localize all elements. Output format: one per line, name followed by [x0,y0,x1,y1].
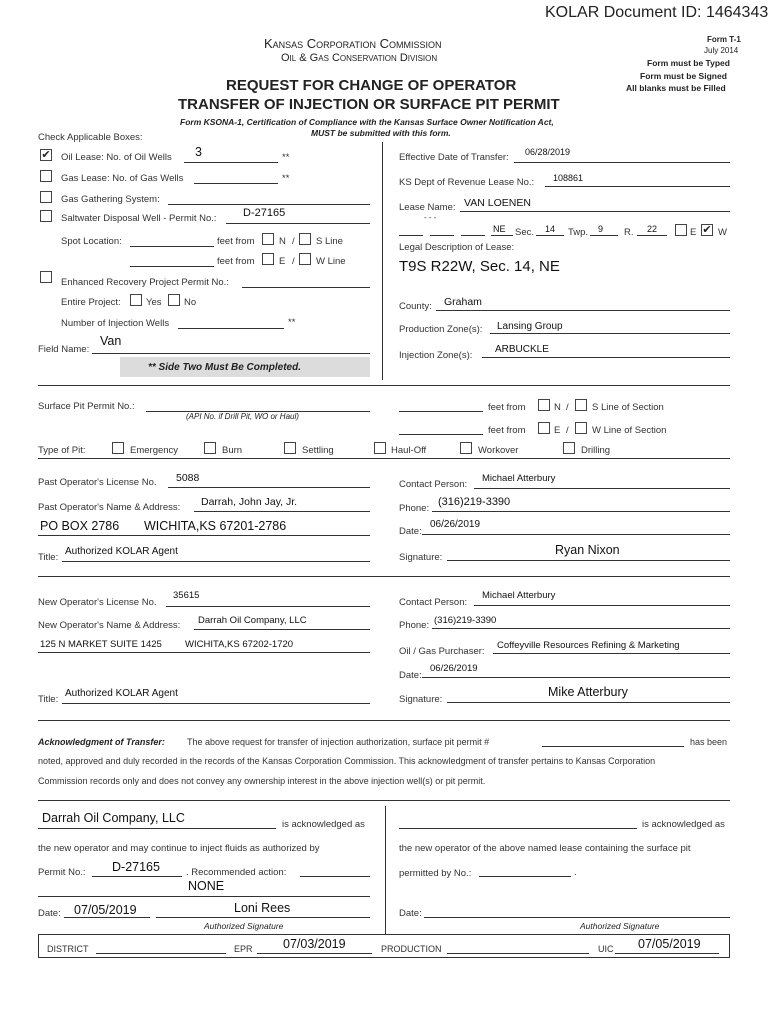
past-date-value[interactable]: 06/26/2019 [430,519,481,530]
n-checkbox[interactable] [262,233,274,245]
production-zone-value[interactable]: Lansing Group [497,321,563,332]
pit-e-label: E [554,425,561,436]
asterisk: ** [282,152,290,163]
ack-date-label: Date: [38,908,61,919]
past-address-1[interactable]: PO BOX 2786 [40,519,120,533]
swd-label: Saltwater Disposal Well - Permit No.: [61,213,217,224]
no-label: No [184,297,197,308]
ack-right-line: the new operator of the above named lease containing the surface pit [399,843,691,854]
ack-is-acknowledged-right: is acknowledged as [642,819,725,830]
pit-n-checkbox[interactable] [538,399,550,411]
gas-gathering-checkbox[interactable] [40,191,52,203]
pit-w-checkbox[interactable] [575,422,587,434]
entire-project-label: Entire Project: [61,297,121,308]
twp-label: Twp. [568,227,589,238]
num-injection-wells-label: Number of Injection Wells [61,318,170,329]
oil-wells-count[interactable]: 3 [195,145,202,159]
quarter-value[interactable]: NE [493,224,506,234]
spot-location-label: Spot Location: [61,236,122,247]
legal-desc-label: Legal Description of Lease: [399,242,515,253]
range-value[interactable]: 22 [647,224,658,234]
document-id: KOLAR Document ID: 1464343 [545,4,769,21]
burn-label: Burn [222,445,243,456]
pit-s-line-label: S Line of Section [592,402,664,413]
gas-lease-label: Gas Lease: No. of Gas Wells [61,173,184,184]
past-name-value[interactable]: Darrah, John Jay, Jr. [201,496,298,508]
injection-zone-value[interactable]: ARBUCKLE [495,344,549,355]
past-date-label: Date: [399,526,422,537]
new-phone-label: Phone: [399,620,430,631]
swd-checkbox[interactable] [40,210,52,222]
e-label: E [279,256,286,267]
ack-is-acknowledged-left: is acknowledged as [282,819,365,830]
new-contact-label: Contact Person: [399,597,468,608]
range-e-label: E [690,227,697,238]
new-name-label: New Operator's Name & Address: [38,620,181,631]
r-label: R. [624,227,634,238]
new-phone-value[interactable]: (316)219-3390 [434,615,497,626]
past-phone-label: Phone: [399,503,430,514]
ks-lease-label: KS Dept of Revenue Lease No.: [399,177,535,188]
s-line-label: S Line [316,236,343,247]
pit-e-checkbox[interactable] [538,422,550,434]
injection-zone-label: Injection Zone(s): [399,350,473,361]
purchaser-value[interactable]: Coffeyville Resources Refining & Marketing [497,640,680,651]
ack-auth-sig-left: Authorized Signature [204,921,284,931]
new-contact-value[interactable]: Michael Atterbury [482,590,556,601]
emergency-label: Emergency [130,445,179,456]
past-title-value[interactable]: Authorized KOLAR Agent [65,546,178,557]
settling-label: Settling [302,445,334,456]
effective-date-value[interactable]: 06/28/2019 [525,147,571,157]
past-phone-value[interactable]: (316)219-3390 [438,496,511,508]
production-label: PRODUCTION [381,944,442,954]
ack-recommended-label: . Recommended action: [186,867,287,878]
oil-lease-label: Oil Lease: No. of Oil Wells [61,152,172,163]
ack-date-value[interactable]: 07/05/2019 [74,903,137,917]
haul-off-label: Haul-Off [391,445,427,456]
note-signed: Form must be Signed [640,71,727,81]
uic-label: UIC [598,944,614,954]
yes-label: Yes [146,297,162,308]
range-w-checkbox[interactable]: ✔ [702,224,712,236]
oil-lease-checkbox[interactable]: ✔ [41,149,51,161]
ack-line-3: Commission records only and does not convey any ownership interest in the above injection well(s) or pit permit. [38,776,486,786]
form-subtitle-2: MUST be submitted with this form. [311,128,451,138]
new-title-value[interactable]: Authorized KOLAR Agent [65,688,178,699]
epr-date-value[interactable]: 07/03/2019 [283,937,346,951]
enhanced-recovery-label: Enhanced Recovery Project Permit No.: [61,277,229,288]
past-license-value[interactable]: 5088 [176,472,200,484]
past-signature-label: Signature: [399,552,443,563]
surface-pit-label: Surface Pit Permit No.: [38,401,135,412]
pit-feet-from: feet from [488,402,526,413]
past-license-label: Past Operator's License No. [38,477,157,488]
burn-checkbox[interactable] [204,442,216,454]
feet-from-label: feet from [217,236,255,247]
past-contact-value[interactable]: Michael Atterbury [482,473,556,484]
w-line-label: W Line [316,256,346,267]
note-typed: Form must be Typed [647,58,730,68]
workover-label: Workover [478,445,519,456]
drilling-checkbox[interactable] [563,442,575,454]
sec-value[interactable]: 14 [545,224,556,234]
settling-checkbox[interactable] [284,442,296,454]
new-signature-label: Signature: [399,694,443,705]
enhanced-recovery-checkbox[interactable] [40,271,52,283]
past-signature-value[interactable]: Ryan Nixon [555,543,620,557]
past-contact-label: Contact Person: [399,479,468,490]
field-name-value[interactable]: Van [100,334,122,348]
check-boxes-label: Check Applicable Boxes: [38,132,143,143]
production-zone-label: Production Zone(s): [399,324,483,335]
form-title-2: TRANSFER OF INJECTION OR SURFACE PIT PERMIT [178,96,560,113]
gas-gathering-label: Gas Gathering System: [61,194,160,205]
form-number: Form T-1 [707,35,741,44]
new-date-value[interactable]: 06/26/2019 [430,663,478,674]
qtr-dashes: - - - [424,213,437,222]
legal-desc-value[interactable]: T9S R22W, Sec. 14, NE [399,258,560,275]
range-e-checkbox[interactable] [675,224,687,236]
drilling-label: Drilling [581,445,611,456]
ack-action-value[interactable]: NONE [188,879,225,893]
lease-name-label: Lease Name: [399,202,456,213]
past-address-2[interactable]: WICHITA,KS 67201-2786 [144,519,287,533]
pit-s-checkbox[interactable] [575,399,587,411]
new-title-label: Title: [38,694,59,705]
form-title-1: REQUEST FOR CHANGE OF OPERATOR [226,77,517,94]
ack-right-date-label: Date: [399,908,422,919]
gas-lease-checkbox[interactable] [40,170,52,182]
sec-label: Sec. [515,227,535,238]
emergency-checkbox[interactable] [112,442,124,454]
pit-feet-from: feet from [488,425,526,436]
twp-value[interactable]: 9 [598,224,604,234]
ks-lease-value[interactable]: 108861 [553,173,584,183]
feet-from-label: feet from [217,256,255,267]
uic-date-value[interactable]: 07/05/2019 [638,937,701,951]
type-of-pit-label: Type of Pit: [38,445,86,456]
ack-line-2: noted, approved and duly recorded in the records of the Kansas Corporation Commission. This acknowledgment of transfer pertains to Kansas Corporation [38,756,656,766]
side-two-note: ** Side Two Must Be Completed. [148,362,301,373]
agency-name: Kansas Corporation Commission [264,36,442,51]
haul-off-checkbox[interactable] [374,442,386,454]
swd-permit-value[interactable]: D-27165 [243,207,286,219]
pit-w-line-label: W Line of Section [592,425,667,436]
purchaser-label: Oil / Gas Purchaser: [399,646,485,657]
s-checkbox[interactable] [299,233,311,245]
new-license-value[interactable]: 35615 [173,590,200,601]
form-date: July 2014 [704,46,739,55]
asterisk: ** [288,317,296,328]
new-address-2[interactable]: WICHITA,KS 67202-1720 [185,639,294,650]
ack-auth-sig-right: Authorized Signature [580,921,660,931]
e-checkbox[interactable] [262,253,274,265]
field-name-label: Field Name: [38,344,90,355]
workover-checkbox[interactable] [460,442,472,454]
county-value[interactable]: Graham [444,296,482,308]
past-name-label: Past Operator's Name & Address: [38,502,181,513]
lease-name-value[interactable]: VAN LOENEN [464,197,531,209]
past-title-label: Title: [38,552,59,563]
epr-label: EPR [234,944,253,954]
ack-line-1: The above request for transfer of injection authorization, surface pit permit # [187,737,490,747]
ack-signer-value[interactable]: Loni Rees [234,901,291,915]
county-label: County: [399,301,432,312]
new-address-1[interactable]: 125 N MARKET SUITE 1425 [40,639,162,650]
new-date-label: Date: [399,670,422,681]
asterisk: ** [282,173,290,184]
ack-permit-label: Permit No.: [38,867,86,878]
range-w-label: W [718,227,727,238]
w-checkbox[interactable] [299,253,311,265]
ack-permitted-by-label: permitted by No.: [399,868,472,879]
division-name: Oil & Gas Conservation Division [281,52,438,64]
pit-n-label: N [554,402,561,413]
ack-heading: Acknowledgment of Transfer: [38,737,165,747]
district-label: DISTRICT [47,944,89,954]
n-label: N [279,236,286,247]
new-signature-value[interactable]: Mike Atterbury [548,685,628,699]
ack-company-value[interactable]: Darrah Oil Company, LLC [42,811,185,825]
ack-left-line: the new operator and may continue to inject fluids as authorized by [38,843,320,854]
ack-permit-value[interactable]: D-27165 [112,860,160,874]
new-license-label: New Operator's License No. [38,597,157,608]
api-note: (API No. if Drill Pit, WO or Haul) [186,412,299,421]
ack-has-been: has been [690,737,728,747]
form-subtitle-1: Form KSONA-1, Certification of Compliance with the Kansas Surface Owner Notification Act, [180,117,554,127]
new-name-value[interactable]: Darrah Oil Company, LLC [198,615,307,626]
yes-checkbox[interactable] [130,294,142,306]
note-filled: All blanks must be Filled [626,83,726,93]
no-checkbox[interactable] [168,294,180,306]
effective-date-label: Effective Date of Transfer: [399,152,509,163]
